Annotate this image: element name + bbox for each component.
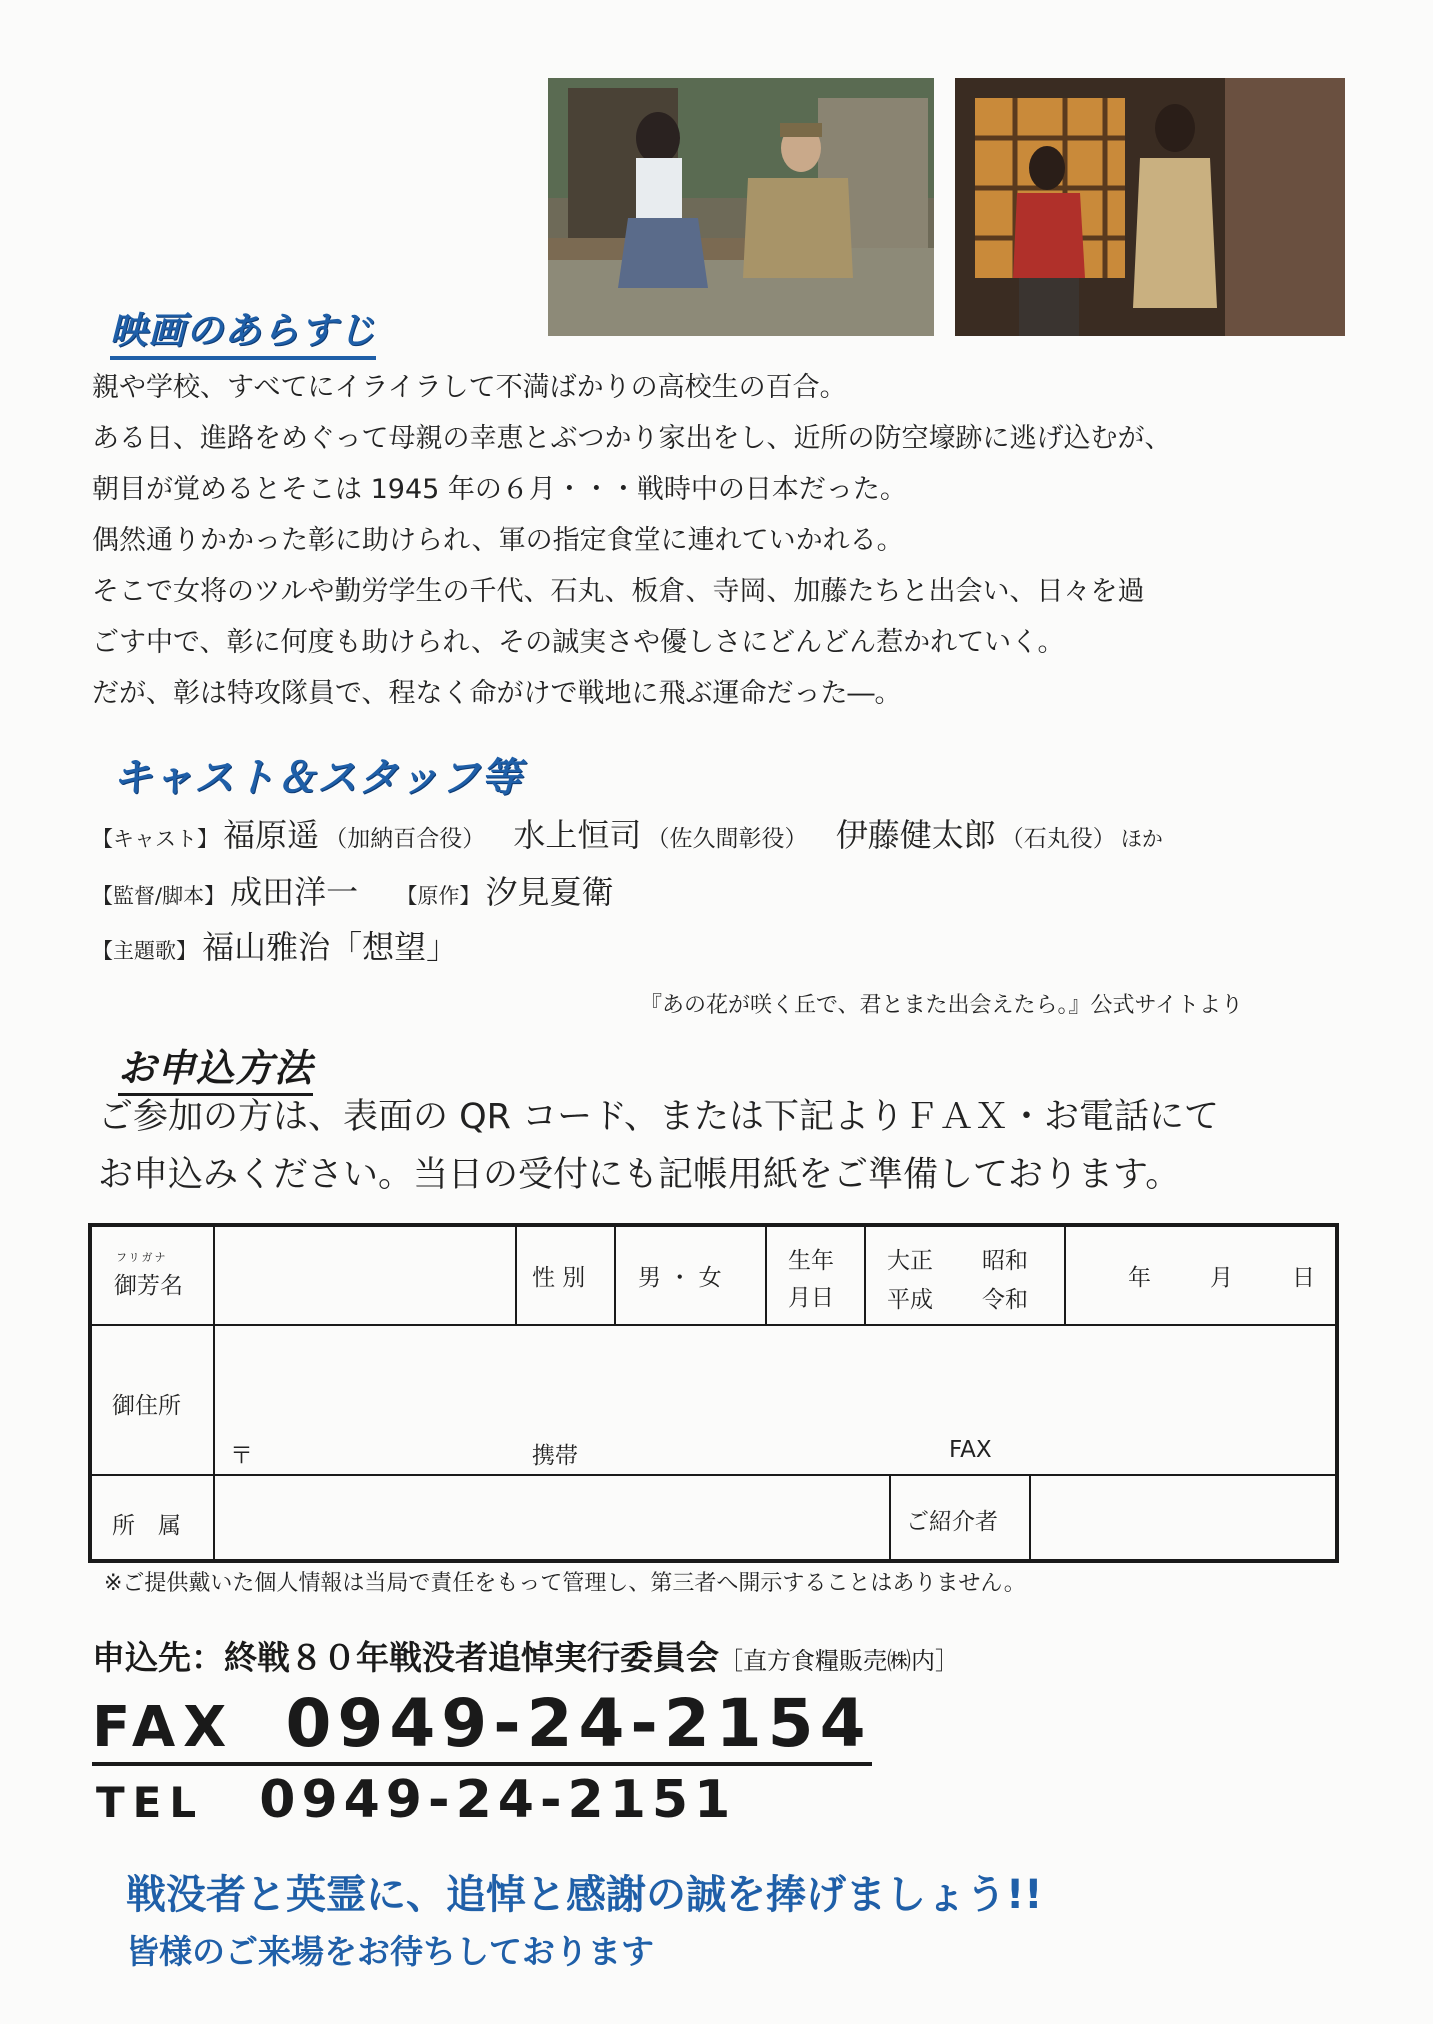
synopsis-line: ある日、進路をめぐって母親の幸恵とぶつかり家出をし、近所の防空壕跡に逃げ込むが、	[92, 423, 1172, 454]
postal-mark: 〒	[230, 1443, 253, 1469]
referrer-field[interactable]	[1033, 1478, 1335, 1560]
actor-name: 水上恒司	[513, 816, 642, 854]
era-showa[interactable]: 昭和	[982, 1248, 1028, 1274]
slogan-sub: 皆様のご来場をお待ちしております	[126, 1932, 654, 1971]
registration-form	[88, 1223, 1339, 1563]
affiliation-label: 所 属	[112, 1513, 181, 1539]
tel-number[interactable]: 0949-24-2151	[259, 1770, 737, 1830]
address-label: 御住所	[112, 1393, 181, 1419]
birth-label-2: 月日	[788, 1285, 834, 1311]
name-label: 御芳名	[114, 1273, 183, 1299]
address-field[interactable]	[217, 1328, 1335, 1428]
day-label: 日	[1292, 1265, 1315, 1291]
affiliation-field[interactable]	[217, 1478, 885, 1560]
year-label: 年	[1128, 1265, 1151, 1291]
synopsis-line: そこで女将のツルや勤労学生の千代、石丸、板倉、寺岡、加藤たちと出会い、日々を過	[92, 576, 1145, 607]
gender-options[interactable]: 男 ・ 女	[638, 1265, 722, 1291]
actor-role: （石丸役）	[1000, 826, 1116, 852]
original-label: 【原作】	[396, 884, 481, 908]
cast-heading: キャスト＆スタッフ等	[112, 755, 522, 801]
fax-contact	[92, 1685, 872, 1762]
director-name: 成田洋一	[230, 873, 359, 911]
theme-row	[92, 922, 458, 968]
tel-label: TEL	[96, 1778, 205, 1827]
apply-line: お申込みください。当日の受付にも記帳用紙をご準備しております。	[98, 1155, 1181, 1195]
birth-label-1: 生年	[788, 1248, 834, 1274]
fax-label: FAX	[92, 1695, 235, 1760]
actor-name: 伊藤健太郎	[835, 816, 996, 854]
synopsis-line: だが、彰は特攻隊員で、程なく命がけで戦地に飛ぶ運命だった―。	[92, 678, 902, 709]
era-reiwa[interactable]: 令和	[982, 1287, 1028, 1313]
gender-label: 性 別	[532, 1265, 586, 1291]
era-heisei[interactable]: 平成	[887, 1287, 933, 1313]
furigana-label: フリガナ	[116, 1251, 168, 1264]
era-taisho[interactable]: 大正	[887, 1248, 933, 1274]
movie-still-2	[955, 78, 1345, 336]
movie-still-1	[548, 78, 934, 336]
cast-others: ほか	[1120, 827, 1163, 851]
cast-row	[92, 810, 1163, 856]
synopsis-text	[92, 362, 1171, 719]
actor-role: （佐久間彰役）	[646, 826, 808, 852]
original-author: 汐見夏衛	[485, 873, 614, 911]
synopsis-line: ごす中で、彰に何度も助けられ、その誠実さや優しさにどんどん惹かれていく。	[92, 627, 1065, 658]
apply-heading: お申込方法	[118, 1037, 313, 1092]
actor-name: 福原遥	[223, 816, 320, 854]
source-credit: 『あの花が咲く丘で、君とまた出会えたら。』公式サイトより	[640, 993, 1244, 1018]
fax-number[interactable]: 0949-24-2154	[285, 1685, 872, 1762]
slogan-main: 戦没者と英霊に、追悼と感謝の誠を捧げましょう!!	[126, 1872, 1043, 1918]
director-label: 【監督/脚本】	[92, 884, 226, 908]
theme-song: 福山雅治「想望」	[202, 928, 459, 966]
synopsis-line: 親や学校、すべてにイライラして不満ばかりの高校生の百合。	[92, 372, 847, 403]
contact-org-sub: ［直方食糧販売㈱内］	[719, 1647, 959, 1675]
referrer-label: ご紹介者	[906, 1509, 998, 1535]
fax-field-label: FAX	[949, 1437, 992, 1463]
synopsis-line: 偶然通りかかった彰に助けられ、軍の指定食堂に連れていかれる。	[92, 525, 904, 556]
mobile-label: 携帯	[532, 1443, 578, 1469]
theme-label: 【主題歌】	[92, 939, 197, 963]
apply-text	[98, 1088, 1219, 1204]
tel-contact	[96, 1770, 736, 1830]
director-row	[92, 867, 613, 913]
name-field[interactable]	[217, 1229, 511, 1321]
actor-role: （加納百合役）	[324, 826, 486, 852]
apply-line: ご参加の方は、表面の QR コード、または下記よりＦＡＸ・お電話にて	[98, 1097, 1219, 1137]
synopsis-heading: 映画のあらすじ	[110, 300, 376, 354]
contact-organization: 申込先：終戦８０年戦没者追悼実行委員会［直方食糧販売㈱内］	[92, 1638, 959, 1677]
month-label: 月	[1210, 1265, 1233, 1291]
cast-label: 【キャスト】	[92, 827, 218, 851]
synopsis-line: 朝目が覚めるとそこは 1945 年の６月・・・戦時中の日本だった。	[92, 474, 907, 505]
privacy-note: ※ご提供戴いた個人情報は当局で責任をもって管理し、第三者へ開示することはありません。	[104, 1571, 1026, 1596]
